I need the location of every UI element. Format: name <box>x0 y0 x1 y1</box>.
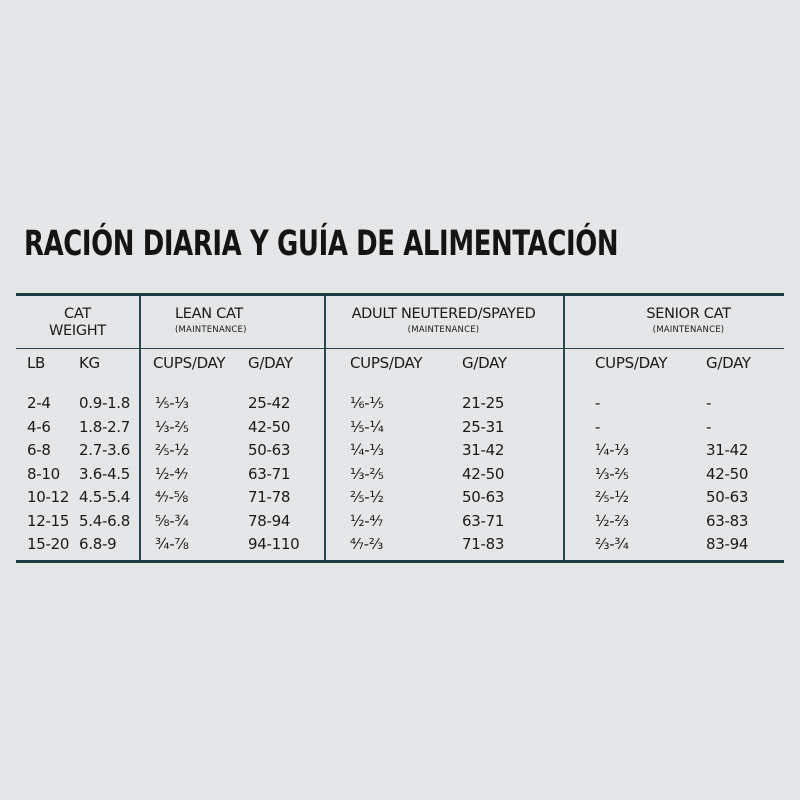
table-cell-lean-g: 71-78 <box>248 488 291 506</box>
table-cell-kg: 0.9-1.8 <box>79 394 131 412</box>
table-cell-lean-g: 50-63 <box>248 441 291 459</box>
senior-subheader: (MAINTENANCE) <box>652 325 725 335</box>
table-cell-adult-g: 25-31 <box>462 417 505 436</box>
table-cell-lean-cups: ⅖-½ <box>155 441 189 459</box>
weight-header-line2: WEIGHT <box>49 323 106 339</box>
table-cell-lb: 15-20 <box>27 535 70 553</box>
table-cell-adult-g: 71-83 <box>462 535 505 553</box>
table-cell-senior-cups: ⅔-¾ <box>595 535 629 553</box>
table-cell-senior-g: - <box>706 417 712 436</box>
table-cell-kg: 5.4-6.8 <box>79 511 131 530</box>
column-divider <box>563 296 565 560</box>
table-cell-lb: 8-10 <box>27 464 60 483</box>
table-cell-kg: 1.8-2.7 <box>79 417 131 436</box>
table-cell-kg: 4.5-5.4 <box>79 488 131 506</box>
table-cell-adult-cups: ¼-⅓ <box>350 441 384 459</box>
lean-cat-subheader: (MAINTENANCE) <box>175 325 247 335</box>
table-cell-adult-cups: ⅕-¼ <box>350 417 384 436</box>
adult-header: ADULT NEUTERED/SPAYED <box>351 306 536 322</box>
table-cell-lean-g: 25-42 <box>248 394 291 412</box>
table-cell-senior-g: 31-42 <box>706 441 749 459</box>
table-cell-kg: 6.8-9 <box>79 535 117 553</box>
table-cell-adult-g: 50-63 <box>462 488 505 506</box>
table-cell-senior-cups: ⅖-½ <box>595 488 629 506</box>
table-cell-adult-cups: ⅙-⅕ <box>350 394 384 412</box>
table-cell-lb: 2-4 <box>27 394 51 412</box>
table-cell-adult-cups: ⅓-⅖ <box>350 464 384 483</box>
table-cell-kg: 3.6-4.5 <box>79 464 131 483</box>
table-cell-senior-g: 42-50 <box>706 464 749 483</box>
table-cell-adult-cups: ⅖-½ <box>350 488 384 506</box>
table-cell-lean-cups: ½-⁴⁄₇ <box>155 464 188 483</box>
table-cell-lb: 12-15 <box>27 511 70 530</box>
table-cell-adult-g: 42-50 <box>462 464 505 483</box>
senior-cups-header: CUPS/DAY <box>595 354 668 372</box>
adult-cups-header: CUPS/DAY <box>350 354 423 372</box>
table-cell-lean-g: 78-94 <box>248 511 291 530</box>
table-cell-senior-cups: ½-⅔ <box>595 511 629 530</box>
table-cell-lb: 6-8 <box>27 441 51 459</box>
table-cell-lean-cups: ¾-⅞ <box>155 535 189 553</box>
lb-column-header: LB <box>27 354 46 372</box>
column-divider <box>139 296 141 560</box>
kg-column-header: KG <box>79 354 100 372</box>
table-cell-lb: 4-6 <box>27 417 51 436</box>
table-cell-adult-g: 63-71 <box>462 511 505 530</box>
table-cell-lean-g: 63-71 <box>248 464 291 483</box>
senior-g-header: G/DAY <box>706 354 751 372</box>
table-cell-senior-g: 50-63 <box>706 488 749 506</box>
table-cell-adult-cups: ½-⁴⁄₇ <box>350 511 383 530</box>
feeding-table <box>16 293 784 563</box>
table-cell-senior-g: - <box>706 394 712 412</box>
table-cell-lean-g: 42-50 <box>248 417 291 436</box>
table-cell-adult-g: 21-25 <box>462 394 505 412</box>
table-cell-senior-cups: ⅓-⅖ <box>595 464 629 483</box>
table-cell-adult-cups: ⁴⁄₇-⅔ <box>350 535 383 553</box>
table-cell-senior-g: 63-83 <box>706 511 749 530</box>
column-divider <box>324 296 326 560</box>
lean-cups-header: CUPS/DAY <box>153 354 226 372</box>
table-cell-lean-g: 94-110 <box>248 535 300 553</box>
table-cell-senior-cups: - <box>595 394 601 412</box>
adult-g-header: G/DAY <box>462 354 507 372</box>
table-cell-lb: 10-12 <box>27 488 70 506</box>
table-cell-kg: 2.7-3.6 <box>79 441 131 459</box>
adult-subheader: (MAINTENANCE) <box>407 325 480 335</box>
table-cell-senior-g: 83-94 <box>706 535 749 553</box>
table-cell-lean-cups: ⁴⁄₇-⅝ <box>155 488 188 506</box>
header-divider <box>16 348 784 349</box>
lean-g-header: G/DAY <box>248 354 293 372</box>
table-cell-lean-cups: ⅓-⅖ <box>155 417 189 436</box>
table-cell-lean-cups: ⅕-⅓ <box>155 394 189 412</box>
weight-header-line1: CAT <box>64 306 91 322</box>
page-title: RACIÓN DIARIA Y GUÍA DE ALIMENTACIÓN <box>24 224 619 264</box>
table-cell-senior-cups: ¼-⅓ <box>595 441 629 459</box>
table-cell-senior-cups: - <box>595 417 601 436</box>
table-cell-adult-g: 31-42 <box>462 441 505 459</box>
table-cell-lean-cups: ⅝-¾ <box>155 511 189 530</box>
senior-header: SENIOR CAT <box>646 306 731 322</box>
lean-cat-header: LEAN CAT <box>175 306 243 322</box>
